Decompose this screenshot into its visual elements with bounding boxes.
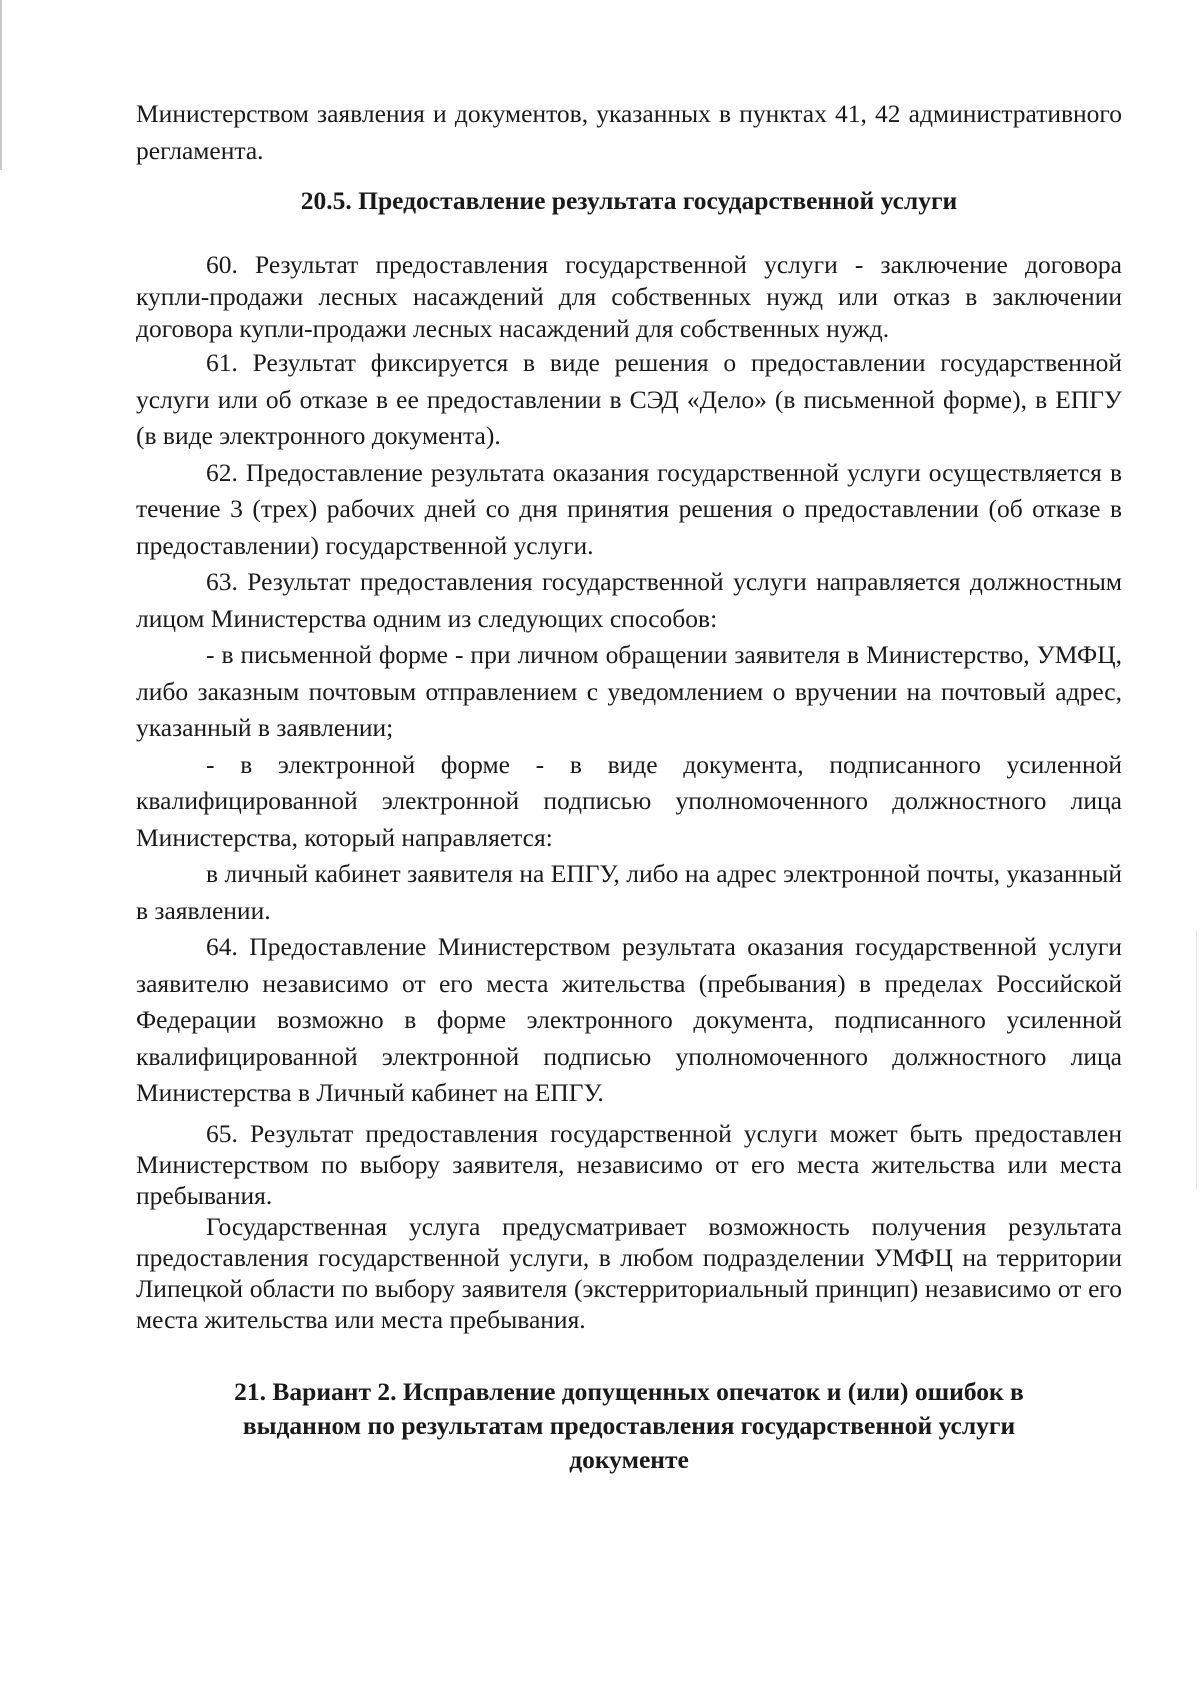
paragraph-continuation: Министерством заявления и документов, указанных в пунктах 41, 42 административного регламента. [136, 99, 1122, 165]
document-body [136, 96, 1122, 1477]
paragraph-60: 60. Результат предоставления государственной услуги - заключение договора купли-продажи лесных насаждений для собственных нужд или отказ в заключении договора купли-продажи лесных насаждений для собственных нужд. [136, 250, 1122, 343]
section-heading-21 [136, 1375, 1122, 1477]
paragraph-63: 63. Результат предоставления государственной услуги направляется должностным лицом Министерства одним из следующих способов: [136, 567, 1122, 633]
paragraph-extraterritorial: Государственная услуга предусматривает возможность получения результата предоставления государственной услуги, в любом подразделении УМФЦ на территории Липецкой области по выбору заявителя (экстерриториальный принцип) независимо от его места жительства или места пребывания. [136, 1211, 1122, 1334]
list-item-electronic-form: - в электронной форме - в виде документа, подписанного усиленной квалифицированной электронной подписью уполномоченного должностного лица Министерства, который направляется: [136, 749, 1122, 852]
section-heading-20-5: 20.5. Предоставление результата государственной услуги [300, 186, 958, 215]
section-heading-21-line-3: документе [569, 1444, 689, 1474]
paragraph-61: 61. Результат фиксируется в виде решения о предоставлении государственной услуги или об отказе в ее предоставлении в СЭД «Дело» (в письменной форме), в ЕПГУ (в виде электронного документа). [136, 348, 1122, 450]
paragraph-62: 62. Предоставление результата оказания государственной услуги осуществляется в течение 3 (трех) рабочих дней со дня принятия решения о предоставлении (об отказе в предоставлении) государственной услуги. [136, 457, 1122, 560]
paragraph-64: 64. Предоставление Министерством результата оказания государственной услуги заявителю независимо от его места жительства (пребывания) в пределах Российской Федерации возможно в форме электронного документа, подписанного усиленной квалифицированной электронной подписью уполномоченного должностного лица Министерства в Личный кабинет на ЕПГУ. [136, 932, 1122, 1107]
list-item-written-form: - в письменной форме - при личном обращении заявителя в Министерство, УМФЦ, либо заказным почтовым отправлением с уведомлением о вручении на почтовый адрес, указанный в заявлении; [136, 640, 1122, 742]
paragraph-personal-cabinet: в личный кабинет заявителя на ЕПГУ, либо на адрес электронной почты, указанный в заявлении. [136, 859, 1122, 925]
scan-edge-shadow [1196, 930, 1197, 1190]
paragraph-65: 65. Результат предоставления государственной услуги может быть предоставлен Министерством по выбору заявителя, независимо от его места жительства или места пребывания. [136, 1118, 1122, 1210]
section-heading-21-line-1: 21. Вариант 2. Исправление допущенных опечаток и (или) ошибок в [234, 1376, 1024, 1406]
scan-edge-shadow [0, 0, 2, 170]
section-heading-21-line-2: выданном по результатам предоставления государственной услуги [242, 1410, 1016, 1440]
